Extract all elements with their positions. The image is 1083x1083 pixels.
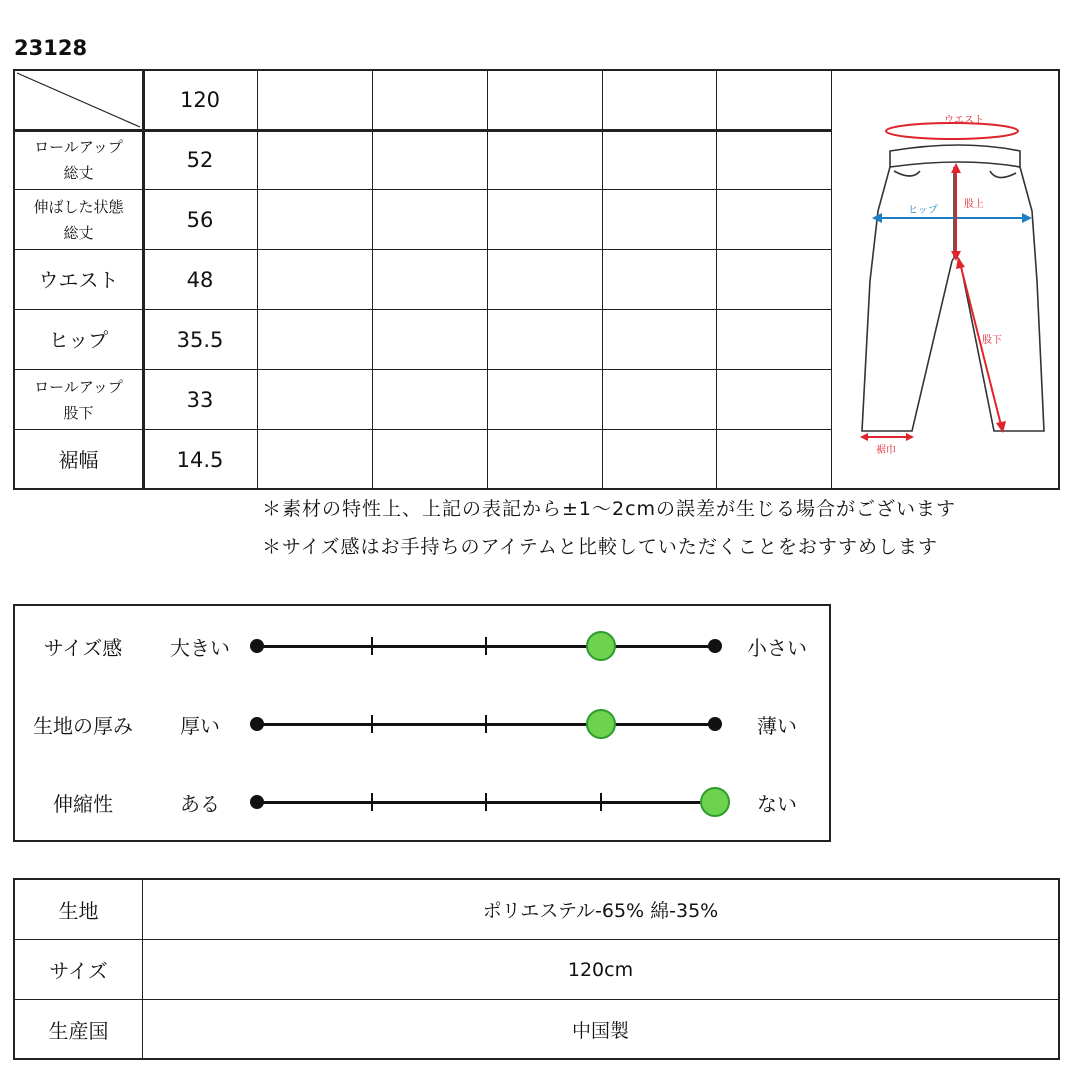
scale-tick: [485, 637, 487, 655]
note-tolerance: ＊素材の特性上、上記の表記から±1〜2cmの誤差が生じる場合がございます: [262, 498, 957, 520]
feel-scales: [13, 604, 831, 842]
size-row-label-line: ロールアップ: [34, 137, 123, 156]
size-row-label: [15, 190, 142, 249]
waist-label: ウエスト: [944, 115, 984, 126]
size-row-label: [15, 130, 142, 189]
pants-diagram: [832, 71, 1058, 488]
scale-left-label: 大きい: [170, 636, 230, 660]
size-row-label-line: ヒップ: [48, 327, 109, 352]
scale-tick: [371, 637, 373, 655]
size-row-label-line: 総丈: [63, 223, 94, 242]
scale-left-label: 厚い: [180, 714, 220, 738]
scale-tick: [485, 715, 487, 733]
info-label: 生地: [58, 899, 99, 923]
size-table: [13, 69, 1060, 490]
hip-label: ヒップ: [908, 205, 938, 216]
hem-label: 裾巾: [876, 445, 896, 456]
table-divider: [716, 71, 717, 488]
size-row-value: 56: [186, 207, 214, 232]
info-value: ポリエステル-65% 綿-35%: [482, 900, 719, 922]
size-row-value: 35.5: [176, 327, 224, 352]
size-row-label-line: ウエスト: [38, 267, 119, 292]
scale-right-label: 小さい: [747, 636, 807, 660]
table-divider: [602, 71, 603, 488]
info-value: 120cm: [567, 958, 634, 981]
size-header: 120: [179, 88, 221, 112]
size-row-label: [15, 430, 142, 489]
size-row-value: 33: [186, 387, 214, 412]
info-value: 中国製: [571, 1020, 629, 1042]
table-divider: [257, 71, 258, 488]
info-label: サイズ: [49, 959, 108, 983]
size-row-label-line: 伸ばした状態: [33, 197, 124, 216]
scale-marker: [700, 787, 730, 817]
info-label: 生産国: [48, 1019, 109, 1043]
rise-label: 股上: [964, 199, 984, 210]
scale-right-label: ない: [757, 792, 797, 816]
size-row-label: [15, 250, 142, 309]
inseam-label: 股下: [982, 335, 1002, 346]
scale-name: サイズ感: [43, 636, 123, 660]
size-row-label-line: 総丈: [63, 163, 94, 182]
scale-marker: [586, 631, 616, 661]
size-row-label-line: ロールアップ: [34, 377, 123, 396]
size-row-label: [15, 370, 142, 429]
scale-tick: [371, 715, 373, 733]
scale-end-dot: [708, 717, 722, 731]
scale-name: 伸縮性: [53, 792, 113, 816]
scale-tick: [485, 793, 487, 811]
scale-end-dot: [708, 639, 722, 653]
size-row-value: 48: [186, 267, 214, 292]
size-row-label-line: 股下: [63, 403, 94, 422]
size-row-label-line: 裾幅: [58, 447, 99, 472]
scale-name: 生地の厚み: [33, 714, 133, 738]
note-recommend: ＊サイズ感はお手持ちのアイテムと比較していただくことをおすすめします: [262, 536, 939, 558]
scale-tick: [371, 793, 373, 811]
scale-end-dot: [250, 639, 264, 653]
corner-diagonal: [15, 71, 142, 129]
scale-end-dot: [250, 795, 264, 809]
product-id: 23128: [14, 36, 88, 60]
size-row-value: 14.5: [176, 447, 224, 472]
table-divider: [372, 71, 373, 488]
scale-tick: [600, 793, 602, 811]
scale-marker: [586, 709, 616, 739]
scale-right-label: 薄い: [757, 714, 797, 738]
scale-end-dot: [250, 717, 264, 731]
size-row-value: 52: [186, 147, 214, 172]
table-divider: [487, 71, 488, 488]
info-table: [13, 878, 1060, 1060]
scale-left-label: ある: [180, 792, 220, 816]
size-row-label: [15, 310, 142, 369]
